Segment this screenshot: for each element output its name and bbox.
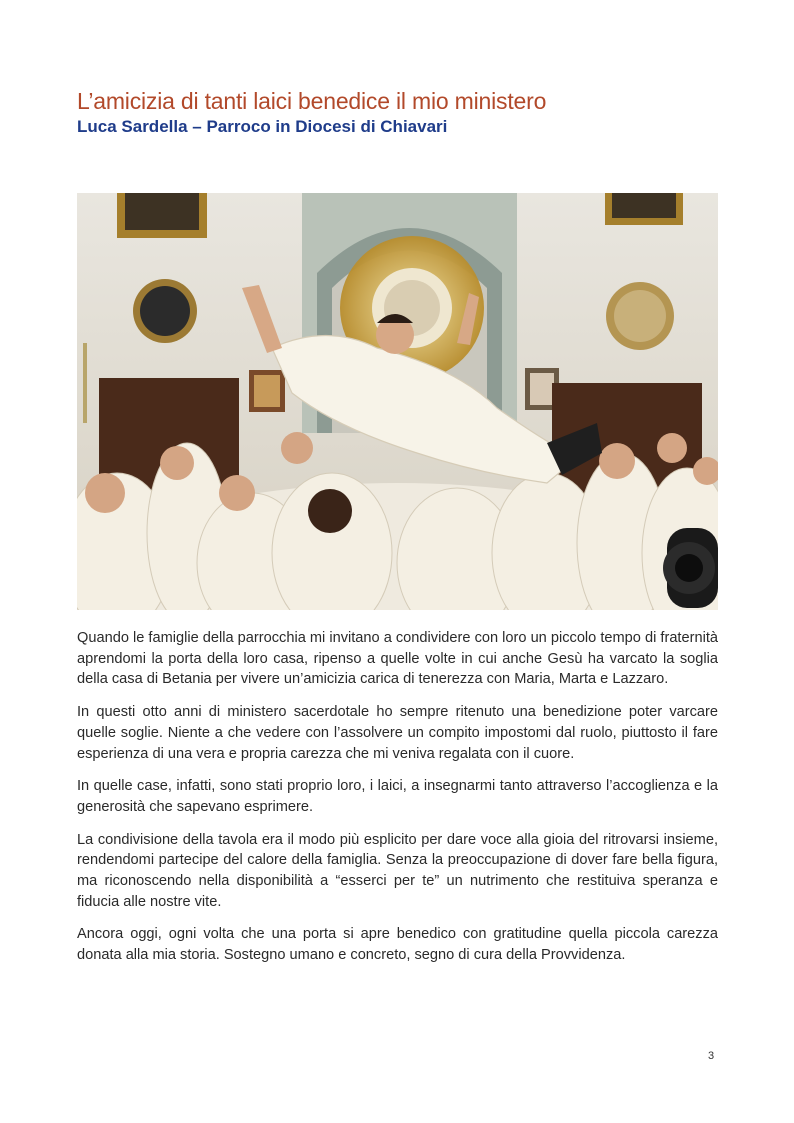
article-body: [77, 628, 718, 978]
article-title: L’amicizia di tanti laici benedice il mio ministero: [77, 88, 547, 114]
article-photo: [77, 193, 718, 610]
paragraph-3: In quelle case, infatti, sono stati proprio loro, i laici, a insegnarmi tanto attraverso l’accoglienza e la generosità che sapevano esprimere.: [77, 778, 718, 815]
page-number: 3: [708, 1050, 715, 1062]
paragraph-4: La condivisione della tavola era il modo più esplicito per dare voce alla gioia del ritrovarsi insieme, rendendomi partecipe del calore della famiglia. Senza la preoccupazione di dover fare bella figura, ma riconoscendo nella disponibilità a “esserci per te” un nutrimento che restituiva speranza e fiducia alle nostre vite.: [77, 831, 718, 910]
paragraph-2: In questi otto anni di ministero sacerdotale ho sempre ritenuto una benedizione poter varcare quelle soglie. Niente a che vedere con l’assolvere un compito impostomi dal ruolo, piuttosto il fare esperienza di una vera e propria carezza che mi veniva regalata con il cuore.: [77, 704, 718, 762]
paragraph-1: Quando le famiglie della parrocchia mi invitano a condividere con loro un piccolo tempo di fraternità aprendomi la porta della loro casa, ripenso a quelle volte in cui anche Gesù ha varcato la soglia della casa di Betania per vivere un’amicizia carica di tenerezza con Maria, Marta e Lazzaro.: [77, 630, 718, 688]
paragraph-5: Ancora oggi, ogni volta che una porta si apre benedico con gratitudine quella piccola carezza donata alla mia storia. Sostegno umano e concreto, segno di cura della Provvidenza.: [77, 926, 718, 964]
article-author: Luca Sardella – Parroco in Diocesi di Chiavari: [77, 117, 448, 136]
photo-illustration: [77, 193, 718, 610]
